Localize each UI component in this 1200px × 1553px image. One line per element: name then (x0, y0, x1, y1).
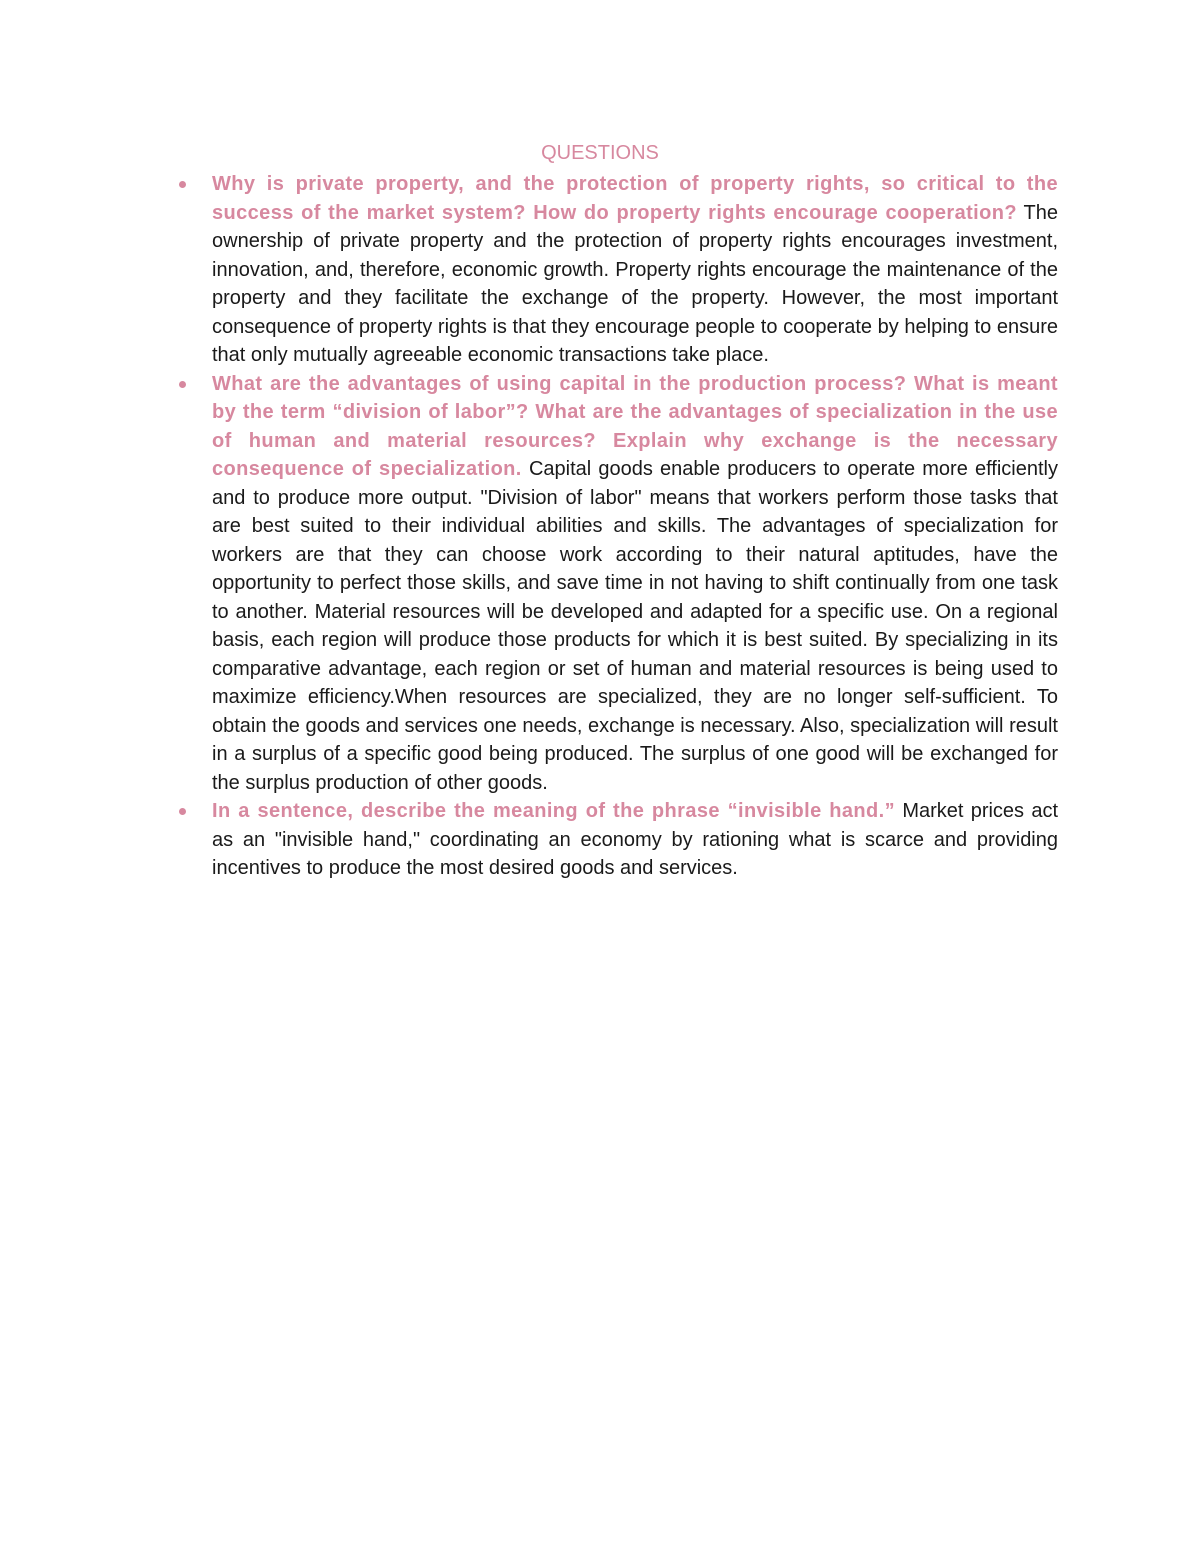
question-text: Why is private property, and the protection of property rights, so critical to the success of the market system? How do property rights encourage cooperation? (212, 173, 1058, 224)
answer-text: The ownership of private property and the protection of property rights encourages investment, innovation, and, therefore, economic growth. Property rights encourage the maintenance of the property and they facilitate the exchange of the property. However, the most important consequence of property rights is that they encourage people to cooperate by helping to ensure that only mutually agreeable economic transactions take place. (212, 201, 1058, 366)
question-text: What are the advantages of using capital in the production process? What is meant by the term “division of labor”? What are the advantages of specialization in the use of human and material resources? Explain why exchange is the necessary consequence of specialization. (212, 372, 1058, 480)
question-list (212, 170, 1058, 883)
question-text: In a sentence, describe the meaning of the phrase “invisible hand.” (212, 800, 896, 822)
bullet-icon (179, 381, 186, 388)
answer-text: Capital goods enable producers to operate more efficiently and to produce more output. "Division of labor" means that workers perform those tasks that are best suited to their individual abilities and skills. The advantages of specialization for workers are that they can choose work according to their natural aptitudes, have the opportunity to perfect those skills, and save time in not having to shift continually from one task to another. Material resources will be developed and adapted for a specific use. On a regional basis, each region will produce those products for which it is best suited. By specializing in its comparative advantage, each region or set of human and material resources is being used to maximize efficiency.When resources are specialized, they are no longer self-sufficient. To obtain the goods and services one needs, exchange is necessary. Also, specialization will result in a surplus of a specific good being produced. The surplus of one good will be exchanged for the surplus production of other goods. (212, 458, 1058, 794)
list-item (212, 370, 1058, 798)
bullet-icon (179, 181, 186, 188)
answer-text: Market prices act as an "invisible hand," coordinating an economy by rationing what is scarce and providing incentives to produce the most desired goods and services. (212, 800, 1059, 879)
list-item (212, 170, 1058, 370)
page-title: QUESTIONS (541, 142, 659, 164)
list-item (212, 797, 1058, 883)
bullet-icon (179, 808, 186, 815)
